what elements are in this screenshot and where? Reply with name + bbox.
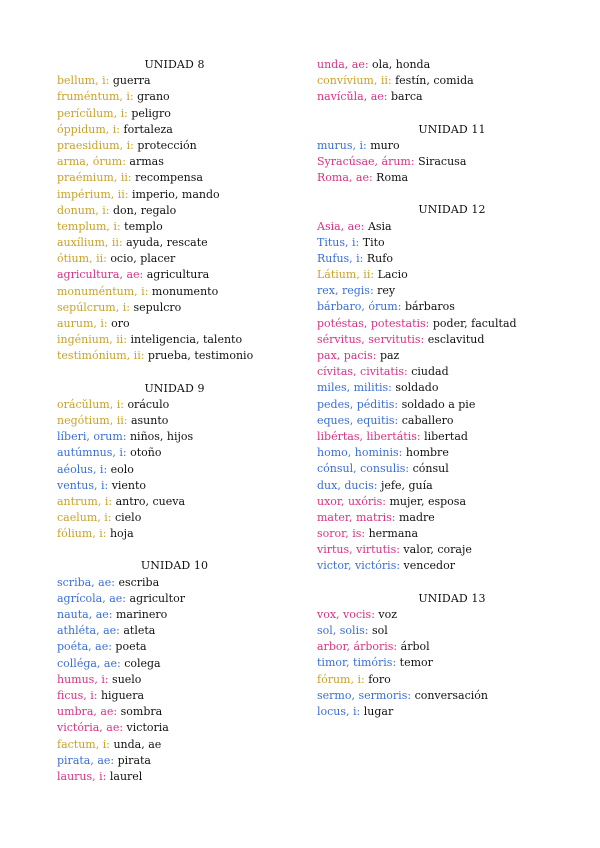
spanish-meaning: muro [370,138,400,152]
vocab-entry [57,753,292,769]
spanish-meaning: imperio, mando [132,187,220,201]
latin-term: umbra, ae: [57,705,118,719]
spanish-meaning: antro, cueva [115,494,186,508]
latin-term: bellum, i: [57,74,110,88]
vocab-entry [57,316,292,332]
spanish-meaning: cónsul [412,462,449,476]
spanish-meaning: suelo [112,672,142,686]
spanish-meaning: pirata [117,753,151,767]
spanish-meaning: Siracusa [418,154,467,168]
section-spacer [57,365,292,381]
latin-term: arma, órum: [57,155,126,169]
section-spacer [317,186,587,202]
vocab-entry [317,138,587,154]
spanish-meaning: cielo [114,511,142,525]
latin-term: humus, i: [57,672,109,686]
latin-term: perícŭlum, i: [57,106,128,120]
vocab-entry [317,607,587,623]
vocab-entry [317,154,587,170]
latin-term: praesidium, i: [57,138,134,152]
vocab-entry [317,655,587,671]
vocab-entry [57,203,292,219]
vocab-entry [57,397,292,413]
spanish-meaning: grano [137,90,170,104]
vocab-entry [317,623,587,639]
vocab-entry [317,89,587,105]
latin-term: Syracúsae, árum: [317,154,415,168]
section-spacer [57,542,292,558]
spanish-meaning: árbol [400,640,430,654]
latin-term: poéta, ae: [57,640,112,654]
latin-term: templum, i: [57,219,121,233]
spanish-meaning: caballero [401,413,454,427]
spanish-meaning: fortaleza [123,122,173,136]
spanish-meaning: foro [368,672,391,686]
spanish-meaning: escriba [118,575,160,589]
unit-heading: UNIDAD 12 [418,203,486,217]
spanish-meaning: ola, honda [372,58,431,71]
spanish-meaning: soldado a pie [401,397,476,411]
latin-term: miles, militis: [317,381,392,395]
spanish-meaning: recompensa [135,171,203,185]
spanish-meaning: hermana [368,527,419,541]
vocab-entry [57,494,292,510]
latin-term: impérium, ii: [57,187,129,201]
latin-term: donum, i: [57,203,110,217]
latin-term: bárbaro, órum: [317,300,402,314]
latin-term: pirata, ae: [57,753,115,767]
vocab-entry [317,170,587,186]
spanish-meaning: poeta [115,640,147,654]
latin-term: testimónium, ii: [57,349,145,363]
spanish-meaning: madre [399,510,435,524]
latin-term: orácŭlum, i: [57,397,124,411]
vocab-entry [57,187,292,203]
latin-term: nauta, ae: [57,608,113,621]
spanish-meaning: Asia [367,219,392,233]
unit-heading: UNIDAD 13 [418,591,486,605]
latin-term: libértas, libertátis: [317,429,421,443]
spanish-meaning: agricultor [129,591,185,605]
latin-term: agrícola, ae: [57,591,127,605]
vocab-entry [317,267,587,283]
unit-section [57,57,292,365]
vocab-entry [57,154,292,170]
latin-term: athléta, ae: [57,624,120,638]
latin-term: sermo, sermoris: [317,688,412,702]
latin-term: ótium, ii: [57,252,107,266]
latin-term: dux, ducis: [317,478,378,492]
spanish-meaning: ciudad [411,365,449,379]
spanish-meaning: templo [124,219,163,233]
latin-term: uxor, uxóris: [317,494,386,508]
spanish-meaning: sol [371,624,388,637]
latin-term: líberi, orum: [57,430,127,444]
spanish-meaning: asunto [130,413,169,427]
latin-term: Asia, ae: [317,219,365,233]
unit-heading: UNIDAD 10 [140,559,209,573]
latin-term: pax, pacis: [317,349,377,362]
vocab-entry [57,656,292,672]
vocab-entry [317,526,587,542]
latin-term: soror, is: [317,527,366,541]
vocab-entry [317,251,587,267]
latin-term: arbor, árboris: [317,640,398,654]
vocab-entry [317,57,587,73]
vocab-entry [57,429,292,445]
vocab-entry [317,542,587,558]
vocab-entry [57,235,292,251]
section-spacer [317,106,587,122]
vocab-entry [317,639,587,655]
vocab-entry [57,445,292,461]
latin-term: óppidum, i: [57,122,120,136]
latin-term: sérvitus, servitutis: [317,332,425,346]
spanish-meaning: viento [111,478,147,492]
latin-term: pedes, péditis: [317,397,399,411]
latin-term: victória, ae: [57,721,124,735]
vocab-entry [57,122,292,138]
spanish-meaning: conversación [414,688,489,702]
spanish-meaning: armas [129,155,164,169]
spanish-meaning: victoria [126,721,169,735]
spanish-meaning: valor, coraje [403,543,472,557]
spanish-meaning: voz [378,607,398,621]
spanish-meaning: inteligencia, talento [130,333,243,347]
spanish-meaning: oro [111,317,130,330]
spanish-meaning: peligro [131,106,171,120]
latin-term: convívium, ii: [317,74,392,88]
latin-term: rex, regis: [317,284,374,298]
vocab-entry [317,299,587,315]
vocab-entry [317,235,587,251]
spanish-meaning: laurel [109,769,143,783]
spanish-meaning: esclavitud [427,332,485,346]
spanish-meaning: vencedor [403,559,455,573]
latin-term: autúmnus, i: [57,446,127,460]
spanish-meaning: protección [137,138,197,152]
spanish-meaning: Rufo [366,251,393,265]
vocab-entry [57,704,292,720]
vocab-entry [317,461,587,477]
latin-term: laurus, i: [57,769,107,783]
right-column [317,57,587,720]
vocab-entry [57,478,292,494]
latin-term: auxílium, ii: [57,236,123,250]
vocab-entry [317,73,587,89]
spanish-meaning: paz [379,349,400,362]
latin-term: sol, solis: [317,624,369,637]
spanish-meaning: otoño [130,446,162,460]
latin-term: ficus, i: [57,688,98,702]
spanish-meaning: higuera [100,688,145,702]
latin-term: Titus, i: [317,235,360,249]
latin-term: homo, hominis: [317,446,403,460]
latin-term: antrum, i: [57,494,113,508]
latin-term: virtus, virtutis: [317,543,400,557]
latin-term: scriba, ae: [57,575,115,589]
spanish-meaning: agricultura [146,268,210,282]
vocab-entry [57,170,292,186]
vocab-entry [317,672,587,688]
spanish-meaning: niños, hijos [129,430,194,444]
spanish-meaning: don, regalo [112,203,177,217]
spanish-meaning: rey [377,284,396,298]
vocab-entry [57,510,292,526]
vocab-entry [317,558,587,574]
vocab-entry [317,348,587,364]
latin-term: sepúlcrum, i: [57,300,130,314]
latin-term: Roma, ae: [317,171,373,185]
vocab-entry [57,73,292,89]
vocab-entry [317,510,587,526]
latin-term: navícŭla, ae: [317,90,388,104]
latin-term: factum, i: [57,737,110,751]
spanish-meaning: sepulcro [133,300,182,314]
vocab-entry [317,413,587,429]
spanish-meaning: ocio, placer [110,252,176,266]
unit-section [317,57,587,106]
latin-term: murus, i: [317,138,367,152]
latin-term: cónsul, consulis: [317,462,410,476]
vocab-entry [57,300,292,316]
spanish-meaning: Tito [362,235,385,249]
latin-term: fólium, i: [57,527,107,541]
unit-section [317,591,587,721]
latin-term: caelum, i: [57,511,112,525]
spanish-meaning: colega [124,656,161,670]
vocab-entry [317,688,587,704]
latin-term: ingénium, ii: [57,333,128,347]
vocab-entry [57,219,292,235]
latin-term: negótium, ii: [57,413,128,427]
latin-term: ventus, i: [57,478,109,492]
unit-section [57,558,292,785]
spanish-meaning: Lacio [377,268,408,282]
vocab-entry [317,494,587,510]
vocab-entry [57,267,292,283]
latin-term: Látium, ii: [317,268,375,282]
spanish-meaning: libertad [424,429,468,443]
spanish-meaning: eolo [110,462,134,476]
latin-term: aéolus, i: [57,462,108,476]
spanish-meaning: poder, facultad [432,316,517,330]
spanish-meaning: guerra [112,74,151,88]
vocab-entry [317,332,587,348]
unit-section [317,202,587,574]
unit-section [57,381,292,543]
spanish-meaning: Roma [376,171,409,185]
spanish-meaning: marinero [115,608,168,621]
spanish-meaning: festín, comida [395,74,474,88]
vocab-entry [57,348,292,364]
latin-term: agricultura, ae: [57,268,144,282]
spanish-meaning: atleta [123,624,156,638]
latin-term: colléga, ae: [57,656,121,670]
spanish-meaning: hombre [405,446,449,460]
vocab-entry [57,607,292,623]
vocab-entry [57,89,292,105]
vocab-entry [57,623,292,639]
latin-term: unda, ae: [317,58,369,71]
vocab-entry [57,737,292,753]
spanish-meaning: prueba, testimonio [147,349,254,363]
spanish-meaning: unda, ae [113,737,162,751]
latin-term: aurum, i: [57,317,108,330]
vocab-entry [57,672,292,688]
vocab-entry [57,284,292,300]
vocab-entry [57,413,292,429]
vocab-entry [57,251,292,267]
vocab-entry [317,316,587,332]
unit-section [317,122,587,187]
unit-heading: UNIDAD 11 [418,122,486,136]
vocab-entry [317,478,587,494]
unit-heading: UNIDAD 8 [144,58,205,71]
latin-term: potéstas, potestatis: [317,316,430,330]
spanish-meaning: oráculo [127,397,170,411]
latin-term: fórum, i: [317,672,365,686]
spanish-meaning: temor [399,656,433,670]
latin-term: cívitas, civitatis: [317,365,408,379]
latin-term: victor, victóris: [317,559,401,573]
latin-term: Rufus, i: [317,251,364,265]
spanish-meaning: soldado [395,381,439,395]
spanish-meaning: jefe, guía [380,478,433,492]
vocab-entry [57,591,292,607]
section-spacer [317,575,587,591]
vocab-entry [317,397,587,413]
spanish-meaning: lugar [363,704,394,718]
vocab-entry [57,332,292,348]
vocab-entry [57,688,292,704]
left-column [57,57,292,785]
latin-term: eques, equitis: [317,413,399,427]
vocab-entry [57,106,292,122]
vocab-entry [57,575,292,591]
latin-term: mater, matris: [317,510,396,524]
vocab-entry [317,380,587,396]
vocab-entry [317,283,587,299]
latin-term: praémium, ii: [57,171,132,185]
spanish-meaning: bárbaros [404,300,455,314]
vocab-entry [317,219,587,235]
latin-term: timor, timóris: [317,656,397,670]
vocab-entry [317,445,587,461]
vocab-entry [57,720,292,736]
vocab-entry [317,704,587,720]
spanish-meaning: barca [390,90,423,104]
vocab-entry [57,769,292,785]
vocab-entry [317,429,587,445]
latin-term: monuméntum, i: [57,284,149,298]
vocab-entry [57,462,292,478]
latin-term: fruméntum, i: [57,90,134,104]
spanish-meaning: mujer, esposa [389,494,467,508]
vocab-entry [317,364,587,380]
spanish-meaning: hoja [109,527,134,541]
spanish-meaning: monumento [151,284,219,298]
vocab-entry [57,639,292,655]
spanish-meaning: sombra [120,705,163,719]
vocab-entry [57,526,292,542]
vocab-entry [57,138,292,154]
latin-term: locus, i: [317,704,361,718]
unit-heading: UNIDAD 9 [144,381,205,395]
latin-term: vox, vocis: [317,607,375,621]
spanish-meaning: ayuda, rescate [126,236,208,250]
